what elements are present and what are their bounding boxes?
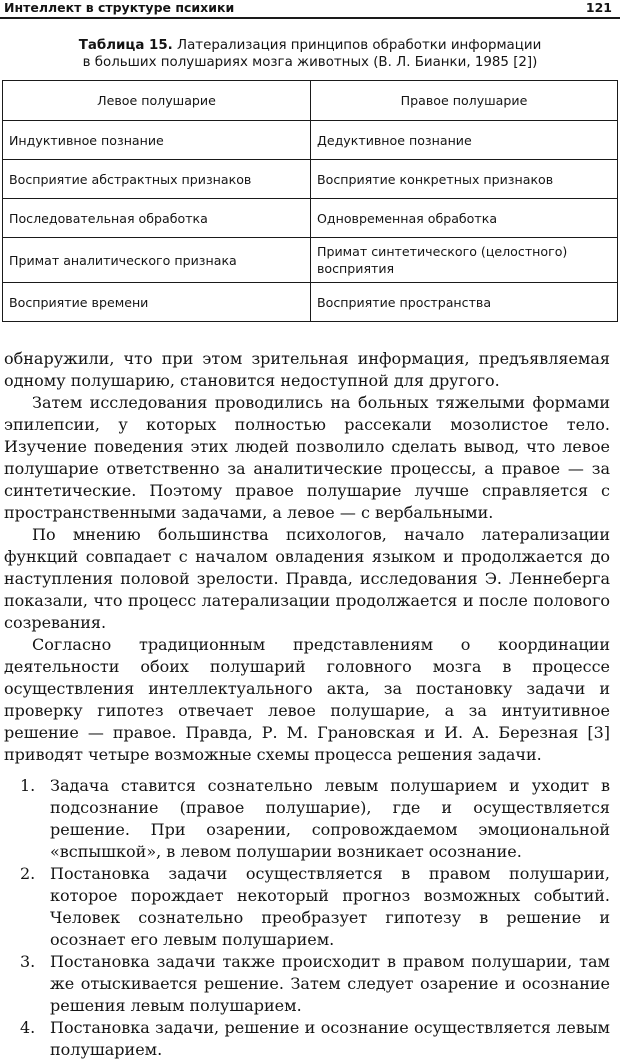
caption-text-2: в больших полушариях мозга животных (В. Л. Бианки, 1985 [2]) — [82, 55, 538, 70]
list-text: Постановка задачи также происходит в правом полушарии, там же отыскивается решение. Затем следует озарение и осознание решения левым полушарием. — [50, 952, 610, 1015]
caption-label: Таблица 15. — [78, 38, 173, 53]
table-cell: Восприятие времени — [3, 283, 311, 322]
running-title: Интеллект в структуре психики — [4, 0, 235, 15]
list-number: 3. — [20, 952, 36, 971]
table-row — [3, 199, 618, 238]
paragraph: Согласно традиционным представлениям о координации деятельности обоих полушарий головного мозга в процессе осуществления интеллектуального акта, за постановку задачи и проверку гипотез отвечает левое полушарие, а за интуитивное решение — правое. Правда, Р. М. Грановская и И. А. Березная [3] приводят четыре возможные схемы процесса решения задачи. — [4, 635, 610, 764]
table-row — [3, 160, 618, 199]
table-cell: Дедуктивное познание — [311, 121, 618, 160]
table-cell: Восприятие абстрактных признаков — [3, 160, 311, 199]
body-text — [4, 348, 610, 1061]
list-text: Задача ставится сознательно левым полушарием и уходит в подсознание (правое полушарие), где и осуществляется решение. При озарении, сопровождаемом эмоциональной «вспышкой», в левом полушарии возникает осознание. — [50, 776, 610, 861]
header-left: Левое полушарие — [3, 81, 311, 121]
caption-line-1 — [0, 37, 620, 54]
table-cell: Восприятие пространства — [311, 283, 618, 322]
table-row — [3, 238, 618, 283]
paragraph: По мнению большинства психологов, начало латерализации функций совпадает с началом овладения языком и продолжается до наступления половой зрелости. Правда, исследования Э. Леннеберга показали, что процесс латерализации продолжается и после полового созревания. — [4, 525, 610, 632]
list-number: 4. — [20, 1018, 36, 1037]
table-cell: Примат аналитического признака — [3, 238, 311, 283]
list-number: 2. — [20, 864, 36, 883]
header-right: Правое полушарие — [311, 81, 618, 121]
schemes-list — [4, 775, 610, 1061]
list-number: 1. — [20, 776, 36, 795]
lateralization-table — [2, 80, 618, 322]
list-item — [4, 951, 610, 1017]
table-row — [3, 283, 618, 322]
list-text: Постановка задачи, решение и осознание осуществляется левым полушарием. — [50, 1018, 610, 1059]
running-header — [0, 0, 620, 19]
table-cell: Одновременная обработка — [311, 199, 618, 238]
table-cell: Восприятие конкретных признаков — [311, 160, 618, 199]
table-cell: Индуктивное познание — [3, 121, 311, 160]
table-row — [3, 121, 618, 160]
page-number: 121 — [585, 0, 612, 15]
paragraph: обнаружили, что при этом зрительная информация, предъявляемая одному полушарию, становится недоступной для другого. — [4, 349, 610, 390]
table-caption — [0, 37, 620, 71]
list-item — [4, 863, 610, 951]
list-text: Постановка задачи осуществляется в правом полушарии, которое порождает некоторый прогноз возможных событий. Человек сознательно преобразует гипотезу в решение и осознает его левым полушарием. — [50, 864, 610, 949]
paragraph: Затем исследования проводились на больных тяжелыми формами эпилепсии, у которых полностью рассекали мозолистое тело. Изучение поведения этих людей позволило сделать вывод, что левое полушарие ответственно за аналитические процессы, а правое — за синтетические. Поэтому правое полушарие лучше справляется с пространственными задачами, а левое — с вербальными. — [4, 393, 610, 522]
table-cell: Последовательная обработка — [3, 199, 311, 238]
caption-text-1: Латерализация принципов обработки информации — [177, 38, 542, 53]
list-item — [4, 1017, 610, 1061]
table-cell: Примат синтетического (целостного) восприятия — [311, 238, 618, 283]
table-header-row — [3, 81, 618, 121]
list-item — [4, 775, 610, 863]
